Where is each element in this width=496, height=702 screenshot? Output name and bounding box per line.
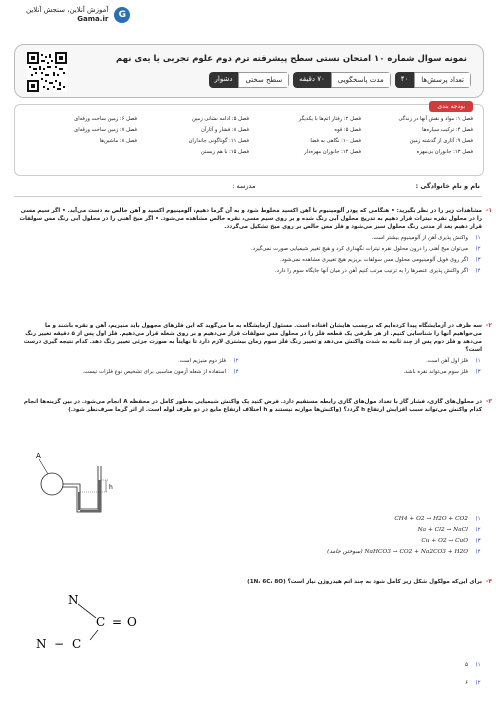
topic-item: فصل ۱۴: جانوران مهره‌دار — [304, 149, 361, 155]
info-difficulty: سطح سختی دشوار — [209, 72, 290, 88]
question-text: سه ظرف در آزمایشگاه پیدا کرده‌ایم که برچسب هایشان افتاده است. مسئول آزمایشگاه به ما می‌گوید که این فلزهای مجهول باید منیزیم، آهن و نقره باشند و ما می‌خواهیم آنها را شناسایی کنیم. از هر ظرفی یک قطعه فلز را در محلول مس سولفات قرار می‌دهیم و بر روی شعله قرار می‌دهیم. فلز اول پس از ۵ دقیقه تغییر رنگ می‌دهد و فلز دوم پس از چند ثانیه به شدت واکنش می‌دهد و تغییر رنگ فلز سوم زمان بیشتری لازم دارد تا نهایتاً به صورت جزئی تغییر رنگ دهد. کدام نتیجه گیری درست است؟ — [23, 323, 482, 353]
option-4[interactable]: ۴) اگر واکنش پذیری عنصرها را به ترتیب مرتب کنیم آهن در میان آنها جایگاه سوم را دارد. — [274, 268, 481, 274]
topic-item: فصل ۱۰: نگاهی به فضا — [310, 138, 361, 144]
label-h: h — [109, 484, 113, 491]
molecule-diagram — [32, 592, 152, 652]
question-1 — [18, 207, 492, 275]
topic-item: فصل ۸: ماشین‌ها — [99, 138, 137, 144]
exam-info-row — [209, 72, 471, 88]
topics-box — [14, 104, 484, 176]
question-number: ۱- — [485, 207, 492, 214]
info-question-count: تعداد پرسش‌ها ۴۰ — [395, 72, 471, 88]
brand-text — [26, 6, 108, 24]
question-3-options — [18, 512, 482, 556]
info-duration: مدت پاسخگویی ۷۰ دقیقه — [293, 72, 391, 88]
atom-n-bottom: N — [36, 637, 47, 651]
topic-item — [25, 148, 137, 156]
atom-c: C — [96, 615, 106, 629]
option-2[interactable]: ۲) می‌توان میخ آهنی را درون محلول نقره نیترات نگهداری کرد و هیچ تغییر شیمیایی صورت نمی‌گیرد. — [250, 246, 481, 252]
qr-code-icon[interactable] — [27, 52, 67, 92]
question-number: ۳- — [485, 398, 492, 405]
brand — [26, 6, 130, 24]
topics-tag: بودجه بندی — [429, 101, 473, 112]
option-4[interactable]: ۴) استفاده از شعله آزمون مناسبی برای تشخیص نوع فلزات نیست. — [82, 369, 239, 375]
atom-o: O — [127, 615, 137, 629]
option-1[interactable]: ۱) CH4 + O2 → H2O + CO2 — [394, 516, 481, 522]
exam-title: نمونه سوال شماره ۱۰ امتحان نستی سطح پیشرفته ترم دوم علوم تجربی یا یه‌ی نهم — [115, 54, 467, 64]
option-1[interactable]: ۱) واکنش پذیری آهن از آلومینیوم بیشتر است. — [371, 235, 481, 241]
question-text: مشاهدات زیر را در نظر بگیرید: • هنگامی که پودر آلومینیوم با آهن اکسید مخلوط شود و به آن گرما دهیم، آلومینیوم اکسید و آهن خالص به دست می‌آید. • اگر سیم مسی را در محلول نقره نیترات قرار دهیم به تدریج محلول آبی رنگ شده و بر روی سیم مسی، نقره خالص مشاهده می‌شود. • اگر میخ آهنی را در محلول آبی رنگ مس سولفات قرار دهیم بعد از مدتی رنگ محلول سبز می‌شود و فلز مس خالص بر روی میخ تشکیل می‌گردد. — [19, 208, 482, 230]
bond-single: − — [54, 637, 65, 651]
option-1[interactable]: ۱) فلز اول آهن است. — [426, 358, 481, 364]
brand-line1: آموزش آنلاین، سنجش آنلاین — [26, 6, 109, 14]
options-grid — [18, 354, 482, 376]
option-3[interactable]: ۳) فلز سوم می‌تواند نقره باشد. — [403, 369, 481, 375]
question-number: ۴- — [485, 578, 492, 585]
option-2[interactable]: ۲) فلز دوم منیزیم است. — [177, 358, 239, 364]
option-1[interactable]: ۱) ۵ — [465, 662, 481, 668]
brand-url[interactable]: Gama.ir — [77, 15, 109, 23]
topic-item: فصل ۱: مواد و نقش آنها در زندگی — [398, 116, 473, 122]
label-a: A — [36, 452, 41, 460]
manometer-diagram — [28, 446, 128, 516]
option-2[interactable]: ۲) Na + Cl2 → NaCl — [417, 527, 481, 533]
topic-item: فصل ۵: ادامه نشانی زمین — [191, 116, 249, 122]
divider — [14, 196, 482, 197]
atom-n-top: N — [68, 593, 79, 607]
topic-item: فصل ۲: رفتار اتم‌ها با یکدیگر — [298, 116, 361, 122]
option-4[interactable]: ۴) NaHCO3 → CO2 + Na2CO3 + H2O (سوختن جامد) — [327, 549, 481, 555]
topic-item: فصل ۶: زمین ساخت ورقه‌ای — [74, 116, 137, 122]
student-info-row — [16, 182, 480, 190]
atom-c-bottom: C — [72, 637, 82, 651]
question-3 — [18, 398, 492, 414]
option-3[interactable]: ۳) اگر روی فویل آلومینیومی محلول مس سولفات بریزیم هیچ تغییری مشاهده نمی‌شود. — [279, 257, 481, 263]
topic-item: فصل ۴: ترکیب سیاره‌ها — [422, 127, 473, 133]
bond-double: = — [112, 615, 123, 629]
topic-item: فصل ۱۱: گوناگونی جانداران — [188, 138, 249, 144]
option-3[interactable]: ۳) Cu + O2 → CuO — [421, 538, 481, 544]
question-4 — [18, 578, 492, 586]
question-2 — [18, 322, 492, 376]
option-2[interactable]: ۲) ۶ — [465, 680, 481, 686]
topic-item: فصل ۱۵: با هم زیستن — [200, 149, 249, 155]
question-text: برای این‌که مولکول شکل زیر کامل شود به چند اتم هیدروژن نیاز است؟ (1N، 6C، 8O) — [247, 579, 482, 585]
brand-logo-icon: G — [114, 7, 130, 23]
exam-header-card — [14, 44, 484, 98]
topic-item: فصل ۸: فشار و آثارآن — [201, 127, 249, 133]
topic-item: فصل ۹: آثاری از گذشته زمین — [409, 138, 473, 144]
question-text: در محلول‌های گازی، فشار گاز با تعداد مول‌های گازی رابطه مستقیم دارد. فرض کنید یک واکنش شیمیایی به‌طور کامل در محفظه A انجام می‌شود. در بین گزینه‌ها انجام کدام واکنش می‌تواند سبب افزایش ارتفاع h گردد؟ (واکنش‌ها موازنه نیستند و h اختلاف ارتفاع مایع در دو طرف لوله است. از اثر گرما صرف‌نظر شود.) — [23, 399, 482, 413]
topics-grid — [25, 115, 473, 156]
question-number: ۲- — [485, 322, 492, 329]
question-4-options — [18, 658, 482, 687]
topic-item: فصل ۷: زمین ساخت ورقه‌ای — [74, 127, 137, 133]
student-name-field[interactable]: نام و نام خانوادگی : — [415, 182, 480, 190]
topic-item: فصل ۵: قوه — [334, 127, 361, 133]
student-school-field[interactable]: مدرسه : — [232, 182, 256, 190]
topic-item: فصل ۱۳: جانوران بی‌مهره — [416, 149, 473, 155]
